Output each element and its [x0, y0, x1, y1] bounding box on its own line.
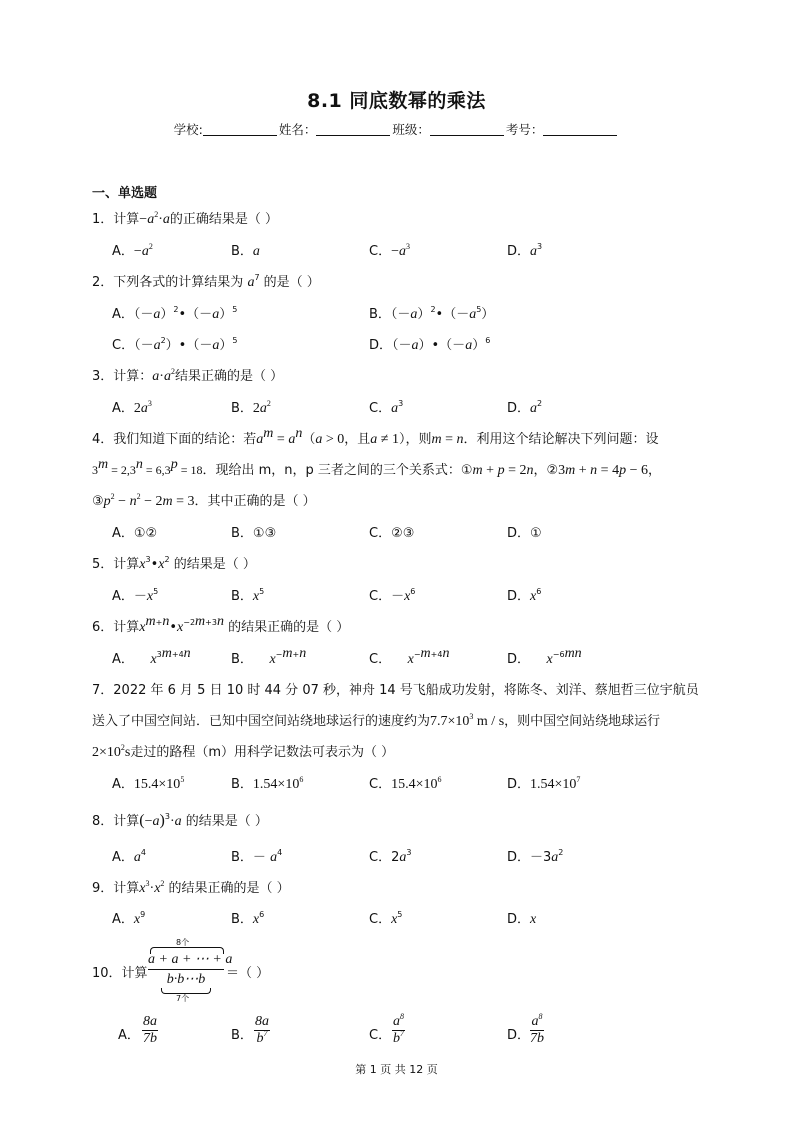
option-1b[interactable]: B．a: [231, 244, 260, 259]
question-4-line1: 4．我们知道下面的结论：若$a^m = a^n(a > 0$，且a ≠ 1），则m = n．利用这个结论解决下列问题：设: [92, 426, 659, 447]
option-6c[interactable]: C． $x^{-m+4n}$: [369, 646, 450, 667]
option-6b[interactable]: B． $x^{-m+n}$: [231, 646, 307, 667]
option-6a[interactable]: A． $x^{3m+4n}$: [112, 646, 191, 667]
class-label: 班级：: [392, 122, 430, 137]
option-1d[interactable]: D．$a^3$: [507, 242, 543, 259]
option-2d[interactable]: D．$(-a)•(-a)^6$: [369, 336, 491, 353]
option-5d[interactable]: D．$x^6$: [507, 587, 542, 604]
question-5: 5．计算$x^3•x^2$ 的结果是（ ）: [92, 555, 256, 572]
question-2: 2．下列各式的计算结果为 $a^7$ 的是（ ）: [92, 273, 320, 290]
option-8d[interactable]: D．$-3a^2$: [507, 848, 564, 865]
option-3b[interactable]: B．$2a^2$: [231, 399, 271, 416]
class-blank[interactable]: [430, 123, 504, 136]
option-8b[interactable]: B．－ $a^4$: [231, 848, 283, 865]
question-3: 3．计算：$a\cdot a^2$结果正确的是（ ）: [92, 367, 284, 384]
option-10b[interactable]: $\frac{8a}{b^7}$: [255, 1014, 269, 1046]
option-10a[interactable]: $\frac{8a}{7b}$: [143, 1014, 157, 1046]
option-6d[interactable]: D． $x^{-6mn}$: [507, 646, 582, 667]
option-3d[interactable]: D．$a^2$: [507, 399, 543, 416]
option-1c[interactable]: C．$-a^3$: [369, 242, 410, 259]
option-5c[interactable]: C．$-x^6$: [369, 587, 416, 604]
question-6: 6．计算$x^{m+n}•x^{-2m+3n}$ 的结果正确的是（ ）: [92, 614, 350, 635]
option-10a-label[interactable]: A．: [118, 1028, 140, 1043]
option-4d[interactable]: D．①: [507, 526, 542, 541]
option-7d[interactable]: D．$1.54\times 10^7$: [507, 775, 581, 792]
option-10c[interactable]: $\frac{a^8}{b^7}$: [393, 1012, 404, 1046]
option-4b[interactable]: B．①③: [231, 526, 277, 541]
question-10-tail: ＝（ ）: [226, 966, 270, 981]
option-1a[interactable]: A．$-a^2$: [112, 242, 153, 259]
option-7a[interactable]: A．$15.4\times 10^5$: [112, 775, 185, 792]
math-expr: $-a^2\cdot a$: [139, 210, 170, 227]
question-7-line3: $2\times 10^2s$走过的路程（m）用科学记数法可表示为（ ）: [92, 743, 395, 760]
option-3c[interactable]: C．$a^3$: [369, 399, 404, 416]
name-blank[interactable]: [316, 123, 390, 136]
school-label: 学校:: [173, 122, 203, 137]
option-2b[interactable]: B．$(-a)^2•(-a^5)$: [369, 305, 495, 322]
option-10d-label[interactable]: D．: [507, 1028, 531, 1043]
number-blank[interactable]: [543, 123, 617, 136]
page-footer: 第 1 页 共 12 页: [355, 1063, 438, 1076]
option-7b[interactable]: B．$1.54\times 10^6$: [231, 775, 304, 792]
question-1: 1．计算$-a^2\cdot a$的正确结果是（ ）: [92, 210, 279, 227]
option-8a[interactable]: A．$a^4$: [112, 848, 146, 865]
option-8c[interactable]: C．$2a^3$: [369, 848, 412, 865]
school-blank[interactable]: [203, 123, 277, 136]
question-4-line2: $3^m = 2,3^n = 6,3^p = 18$．现给出 m，n，p 三者之间的三个关系式：①m + p = 2n，②3m + n = 4p − 6，: [92, 457, 661, 478]
number-label: 考号：: [505, 122, 544, 137]
option-10d[interactable]: $\frac{a^8}{7b}$: [530, 1012, 544, 1046]
brace-top-label: 8个: [176, 938, 190, 947]
option-4a[interactable]: A．①②: [112, 526, 158, 541]
question-9: 9．计算$x^3\cdot x^2$ 的结果正确的是（ ）: [92, 879, 290, 896]
option-9a[interactable]: A．$x^9$: [112, 910, 146, 927]
option-7c[interactable]: C．$15.4\times 10^6$: [369, 775, 442, 792]
option-9d[interactable]: D．x: [507, 912, 537, 927]
option-2a[interactable]: A．$(-a)^2•(-a)^5$: [112, 305, 238, 322]
question-4-line3: $③p^2 - n^2 - 2m = 3$．其中正确的是（ ）: [92, 492, 316, 509]
option-5a[interactable]: A．$-x^5$: [112, 587, 159, 604]
question-7-line1: 7．2022 年 6 月 5 日 10 时 44 分 07 秒，神舟 14 号飞船成功发射，将陈冬、刘洋、蔡旭哲三位宇航员: [92, 683, 699, 698]
question-8: 8．计算$(-a)^3\cdot a$ 的结果是（ ）: [92, 812, 268, 829]
option-5b[interactable]: B．$x^5$: [231, 587, 265, 604]
option-2c[interactable]: C．$(-a^2)•(-a)^5$: [112, 336, 238, 353]
option-10c-label[interactable]: C．: [369, 1028, 392, 1043]
student-info-line: [0, 120, 793, 138]
brace-bottom-label: 7个: [176, 994, 190, 1003]
option-9c[interactable]: C．$x^5$: [369, 910, 403, 927]
question-10: 10．计算: [92, 966, 148, 981]
name-label: 姓名：: [278, 122, 317, 137]
option-10b-label[interactable]: B．: [231, 1028, 253, 1043]
option-9b[interactable]: B．$x^6$: [231, 910, 265, 927]
option-3a[interactable]: A．$2a^3$: [112, 399, 152, 416]
question-7-line2: 送入了中国空间站．已知中国空间站绕地球运行的速度约为$7.7\times 10^3$ m / s，则中国空间站绕地球运行: [92, 712, 661, 729]
option-4c[interactable]: C．②③: [369, 526, 415, 541]
section-heading: 一、单选题: [92, 186, 158, 201]
page-title: 8.1 同底数幂的乘法: [307, 90, 486, 112]
fraction-10: a + a + ⋯ + a b·b⋯b: [148, 952, 233, 987]
